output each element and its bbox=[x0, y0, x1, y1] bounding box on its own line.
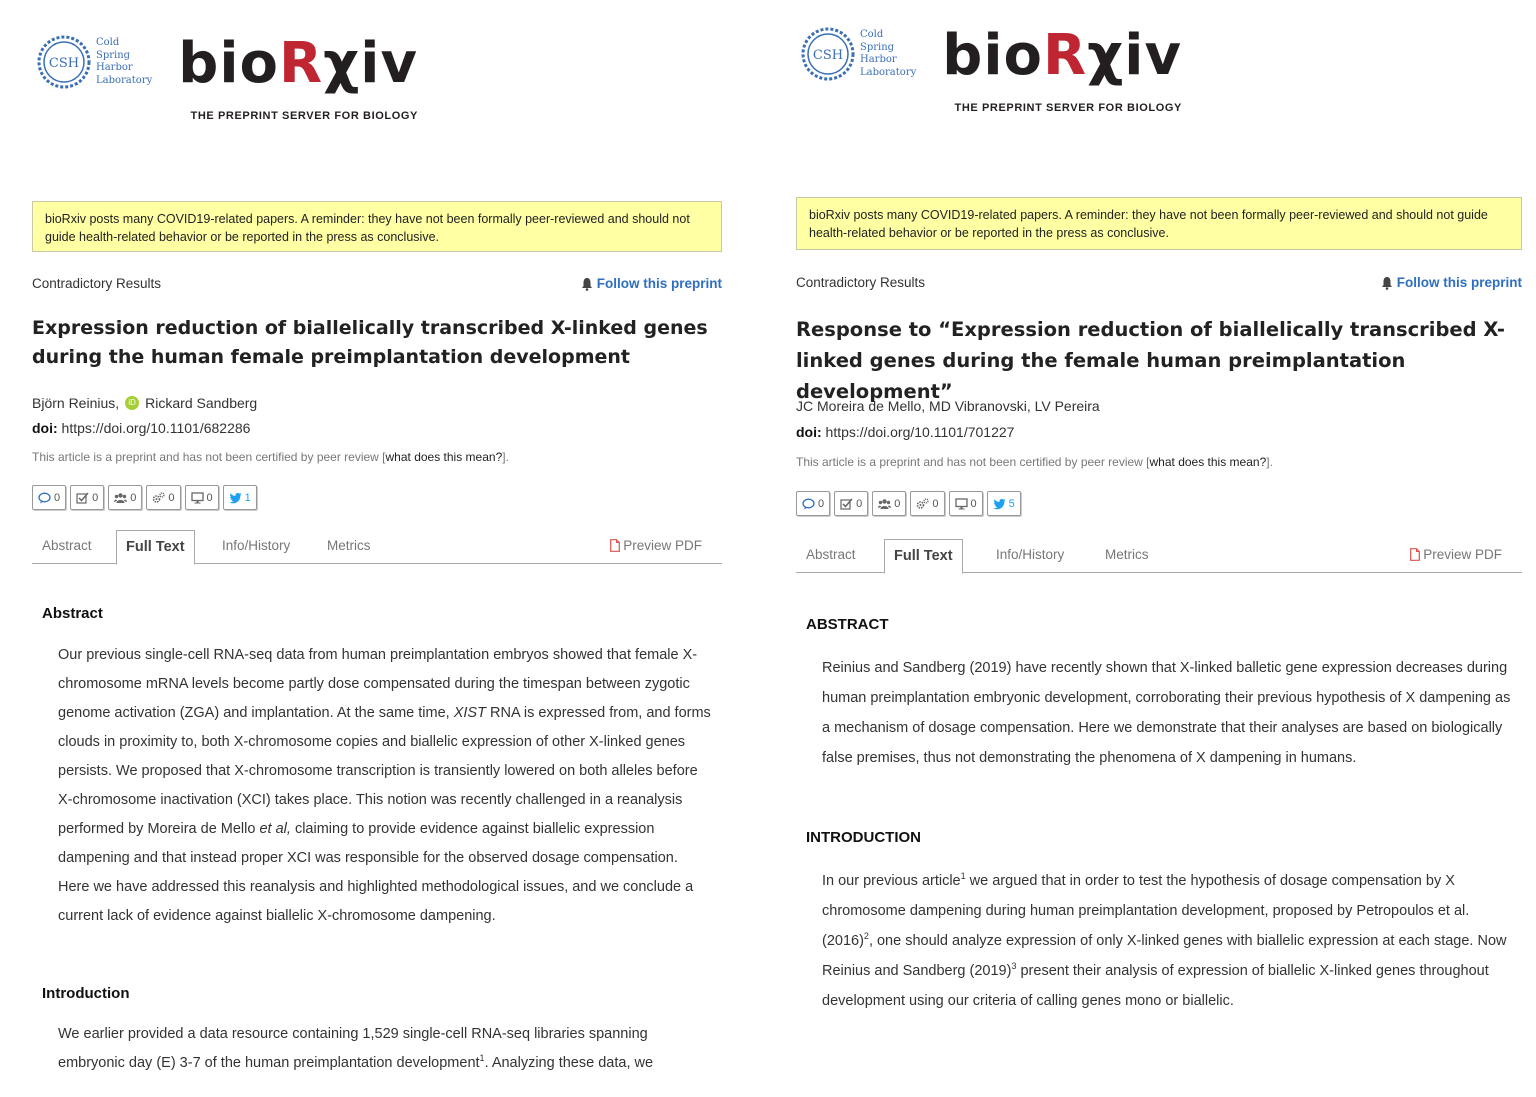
twitter-metric[interactable]: 5 bbox=[987, 491, 1021, 516]
abstract-heading: ABSTRACT bbox=[806, 616, 889, 633]
brand-wordmark: bioRχiv bbox=[942, 23, 1182, 88]
community-metric[interactable]: 0 bbox=[108, 485, 142, 510]
introduction-paragraph: In our previous article$^1$ we argued that in order to test the hypothesis of dosage compensation by X chromosome dampening during human preimplantation development, proposed by Petropoulos et al. $(2016)^2$, one should analyze expression of only X-linked genes with biallelic expression at each stage. Now Reinius and Sandberg $(2019)^3$ present their analysis of expression of biallelic X-linked genes throughout development using our criteria of calling genes mono or biallelic. bbox=[822, 871, 1507, 1009]
twitter-icon bbox=[993, 498, 1006, 510]
csh-logo bbox=[36, 34, 152, 90]
comments-metric[interactable]: 0 bbox=[796, 491, 830, 516]
community-metric[interactable]: 0 bbox=[872, 491, 906, 516]
tab-full-text[interactable]: Full Text bbox=[116, 530, 195, 565]
abstract-paragraph: Reinius and Sandberg (2019) have recently shown that X-linked balletic gene expression decreases during human preimplantation embryonic development, corroborating their previous hypothesis of X dampening as a mechanism of dosage compensation. Here we demonstrate that their analyses are based on biologically false premises, thus not demonstrating the phenomena of X dampening in humans. bbox=[822, 660, 1511, 766]
what-does-this-mean-link[interactable]: what does this mean? bbox=[1149, 455, 1267, 469]
abstract-paragraph: Our previous single-cell RNA-seq data from human preimplantation embryos showed that female X-chromosome mRNA levels become partly dose compensated during the timespan between zygotic genome activation (ZGA) and implantation. At the same time, XIST RNA is expressed from, and forms clouds in proximity to, both X-chromosome copies and biallelic expression of other X-linked genes persists. We proposed that X-chromosome transcription is transiently lowered on both alleles before X-chromosome inactivation (XCI) takes place. This notion was recently challenged in a reanalysis performed by Moreira de Mello et al, claiming to provide evidence against biallelic expression dampening and that instead proper XCI was responsible for the observed dosage compensation. Here we have addressed this reanalysis and highlighted methodological issues, and we conclude a current lack of evidence against biallelic X-chromosome dampening. bbox=[58, 647, 711, 924]
metrics-bar bbox=[32, 485, 257, 510]
doi-label: doi: bbox=[796, 424, 822, 440]
doi-link[interactable]: https://doi.org/10.1101/682286 bbox=[61, 420, 251, 436]
preview-pdf-link[interactable]: Preview PDF bbox=[1410, 547, 1502, 562]
tab-info-history[interactable]: Info/History bbox=[222, 538, 291, 553]
doi bbox=[32, 420, 250, 436]
check-icon bbox=[840, 498, 853, 510]
bell-icon bbox=[581, 277, 593, 291]
author-link[interactable]: Rickard Sandberg bbox=[145, 395, 258, 411]
reviews-metric[interactable]: 0 bbox=[834, 491, 868, 516]
doi-link[interactable]: https://doi.org/10.1101/701227 bbox=[825, 424, 1015, 440]
abstract-heading: Abstract bbox=[42, 605, 103, 622]
csh-seal-icon bbox=[800, 26, 856, 82]
subject-label: Contradictory Results bbox=[32, 276, 162, 291]
csh-logo bbox=[800, 26, 916, 82]
tab-abstract[interactable]: Abstract bbox=[42, 538, 92, 553]
users-icon bbox=[878, 498, 891, 510]
csh-seal-text: CSH bbox=[812, 48, 844, 63]
doi-label: doi: bbox=[32, 420, 58, 436]
tab-metrics[interactable]: Metrics bbox=[327, 538, 371, 553]
tools-metric[interactable]: 0 bbox=[146, 485, 180, 510]
metrics-bar bbox=[796, 491, 1021, 516]
brand-tagline: THE PREPRINT SERVER FOR BIOLOGY bbox=[954, 102, 1182, 114]
follow-preprint-link[interactable]: Follow this preprint bbox=[581, 276, 722, 291]
authors bbox=[796, 398, 1100, 414]
comment-icon bbox=[802, 498, 815, 510]
twitter-metric[interactable]: 1 bbox=[223, 485, 257, 510]
article-title: Response to “Expression reduction of biallelically transcribed X-linked genes during the female human preimplantation development” bbox=[796, 318, 1505, 403]
csh-text: Cold Spring Harbor Laboratory bbox=[96, 37, 153, 86]
introduction-heading: Introduction bbox=[42, 985, 130, 1002]
csh-text: Cold Spring Harbor Laboratory bbox=[860, 29, 917, 78]
tab-full-text[interactable]: Full Text bbox=[884, 539, 963, 574]
article-tabs bbox=[32, 530, 722, 564]
introduction-paragraph: We earlier provided a data resource containing 1,529 single-cell RNA-seq libraries spanning embryonic day (E) 3-7 of the human preimplantation development$^1$. Analyzing these data, we bbox=[58, 1026, 654, 1071]
csh-seal-icon bbox=[36, 34, 92, 90]
introduction-heading: INTRODUCTION bbox=[806, 829, 921, 846]
media-metric[interactable]: 0 bbox=[185, 485, 219, 510]
gears-icon bbox=[916, 498, 929, 510]
covid-notice: bioRxiv posts many COVID19-related papers. A reminder: they have not been formally peer-reviewed and should not guide health-related behavior or be reported in the press as conclusive. bbox=[796, 197, 1522, 250]
comment-icon bbox=[38, 492, 51, 504]
brand-wordmark: bioRχiv bbox=[178, 31, 418, 96]
csh-seal-text: CSH bbox=[48, 56, 80, 71]
twitter-icon bbox=[229, 492, 242, 504]
comments-metric[interactable]: 0 bbox=[32, 485, 66, 510]
preprint-note: This article is a preprint and has not been certified by peer review [what does this mean?]. bbox=[32, 450, 509, 464]
article-title: Expression reduction of biallelically transcribed X-linked genes during the human female preimplantation development bbox=[32, 317, 708, 368]
covid-notice: bioRxiv posts many COVID19-related papers. A reminder: they have not been formally peer-reviewed and should not guide health-related behavior or be reported in the press as conclusive. bbox=[32, 201, 722, 252]
follow-preprint-link[interactable]: Follow this preprint bbox=[1381, 275, 1522, 290]
bell-icon bbox=[1381, 276, 1393, 290]
what-does-this-mean-link[interactable]: what does this mean? bbox=[385, 450, 503, 464]
authors bbox=[32, 395, 257, 411]
subject-row bbox=[32, 276, 722, 291]
brand-tagline: THE PREPRINT SERVER FOR BIOLOGY bbox=[190, 110, 418, 122]
biorxiv-logo[interactable] bbox=[800, 23, 1182, 114]
subject-row bbox=[796, 275, 1522, 290]
monitor-icon bbox=[955, 498, 968, 510]
orcid-icon[interactable]: iD bbox=[125, 396, 139, 410]
tab-metrics[interactable]: Metrics bbox=[1105, 547, 1149, 562]
pdf-icon bbox=[610, 539, 620, 552]
users-icon bbox=[114, 492, 127, 504]
subject-label: Contradictory Results bbox=[796, 275, 926, 290]
reviews-metric[interactable]: 0 bbox=[70, 485, 104, 510]
doi bbox=[796, 424, 1014, 440]
author-links[interactable]: JC Moreira de Mello, MD Vibranovski, LV Pereira bbox=[796, 398, 1100, 414]
preprint-note: This article is a preprint and has not been certified by peer review [what does this mean?]. bbox=[796, 455, 1273, 469]
article-tabs bbox=[796, 539, 1522, 573]
tab-info-history[interactable]: Info/History bbox=[996, 547, 1065, 562]
monitor-icon bbox=[191, 492, 204, 504]
brand bbox=[178, 31, 418, 122]
brand bbox=[942, 23, 1182, 114]
preview-pdf-link[interactable]: Preview PDF bbox=[610, 538, 702, 553]
pdf-icon bbox=[1410, 548, 1420, 561]
gears-icon bbox=[152, 492, 165, 504]
media-metric[interactable]: 0 bbox=[949, 491, 983, 516]
author-link[interactable]: Björn Reinius, bbox=[32, 395, 120, 411]
check-icon bbox=[76, 492, 89, 504]
tools-metric[interactable]: 0 bbox=[910, 491, 944, 516]
tab-abstract[interactable]: Abstract bbox=[806, 547, 856, 562]
biorxiv-logo[interactable] bbox=[36, 31, 418, 122]
